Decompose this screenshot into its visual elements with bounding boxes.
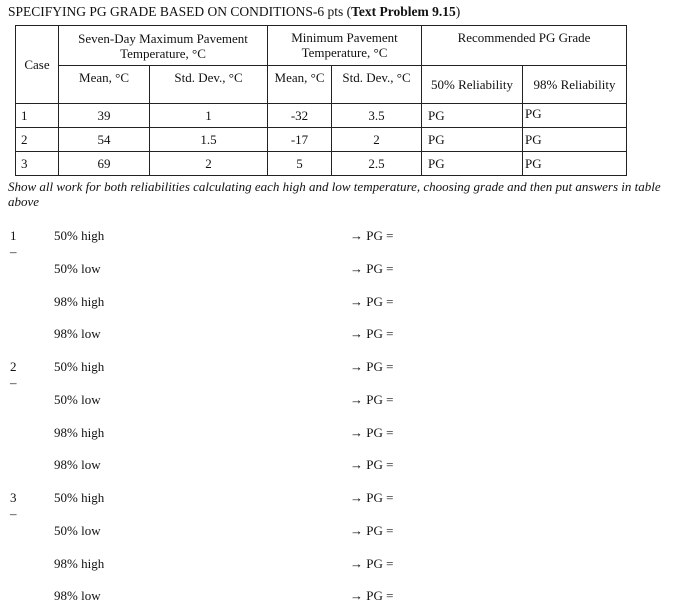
header-case: Case bbox=[16, 26, 59, 104]
page-title bbox=[8, 4, 460, 20]
table-row bbox=[16, 104, 627, 128]
instructions: Show all work for both reliabilities calculating each high and low temperature, choosing grade and then put answers in table above bbox=[8, 179, 661, 209]
header-max-mean: Mean, °C bbox=[59, 66, 150, 104]
min-std-cell: 2 bbox=[332, 128, 422, 152]
case-2-98-low-result[interactable]: → PG = bbox=[350, 457, 394, 472]
grade-50-cell[interactable]: PG bbox=[422, 128, 523, 152]
case-1-50-low-result[interactable]: → PG = bbox=[350, 261, 394, 276]
case-3-50-low-label: 50% low bbox=[54, 523, 101, 538]
min-mean-cell: -32 bbox=[268, 104, 332, 128]
table-row bbox=[16, 152, 627, 176]
header-recommended-grade: Recommended PG Grade bbox=[422, 26, 627, 66]
case-2-50-high-result[interactable]: → PG = bbox=[350, 359, 394, 374]
case-3-98-high-result[interactable]: → PG = bbox=[350, 556, 394, 571]
header-min-std: Std. Dev., °C bbox=[332, 66, 422, 104]
case-1-number: 1 – bbox=[10, 228, 17, 259]
case-2-50-low-label: 50% low bbox=[54, 392, 101, 407]
max-std-cell: 1.5 bbox=[150, 128, 268, 152]
case-3-98-high-label: 98% high bbox=[54, 556, 105, 571]
case-3-98-low-label: 98% low bbox=[54, 588, 101, 603]
grade-98-cell[interactable]: PG bbox=[523, 152, 627, 176]
min-mean-cell: 5 bbox=[268, 152, 332, 176]
case-2-98-high-result[interactable]: → PG = bbox=[350, 425, 394, 440]
grade-98-cell[interactable]: PG bbox=[523, 128, 627, 152]
case-cell: 3 bbox=[16, 152, 59, 176]
case-1-98-high-result[interactable]: → PG = bbox=[350, 294, 394, 309]
header-min-temp: Minimum Pavement Temperature, °C bbox=[268, 26, 422, 66]
case-3-50-low-result[interactable]: → PG = bbox=[350, 523, 394, 538]
header-max-std: Std. Dev., °C bbox=[150, 66, 268, 104]
case-1-50-high-label: 50% high bbox=[54, 228, 105, 243]
max-mean-cell: 69 bbox=[59, 152, 150, 176]
pg-grade-table bbox=[15, 25, 627, 176]
header-98-reliability: 98% Reliability bbox=[523, 66, 627, 104]
case-3-98-low-result[interactable]: → PG = bbox=[350, 588, 394, 603]
case-2-98-high-label: 98% high bbox=[54, 425, 105, 440]
table-row bbox=[16, 128, 627, 152]
grade-50-cell[interactable]: PG bbox=[422, 104, 523, 128]
case-3-number: 3 – bbox=[10, 490, 17, 521]
case-2-50-high-label: 50% high bbox=[54, 359, 105, 374]
case-2-number: 2 – bbox=[10, 359, 17, 390]
case-cell: 1 bbox=[16, 104, 59, 128]
max-mean-cell: 54 bbox=[59, 128, 150, 152]
case-1-50-high-result[interactable]: → PG = bbox=[350, 228, 394, 243]
header-50-reliability: 50% Reliability bbox=[422, 66, 523, 104]
title-problem-ref: Text Problem 9.15 bbox=[351, 4, 456, 19]
case-3-50-high-label: 50% high bbox=[54, 490, 105, 505]
max-std-cell: 1 bbox=[150, 104, 268, 128]
title-close-paren: ) bbox=[455, 4, 461, 19]
case-1-50-low-label: 50% low bbox=[54, 261, 101, 276]
case-1-98-low-label: 98% low bbox=[54, 326, 101, 341]
header-max-temp: Seven-Day Maximum Pavement Temperature, °C bbox=[59, 26, 268, 66]
header-min-mean: Mean, °C bbox=[268, 66, 332, 104]
case-cell: 2 bbox=[16, 128, 59, 152]
max-mean-cell: 39 bbox=[59, 104, 150, 128]
min-std-cell: 2.5 bbox=[332, 152, 422, 176]
grade-50-cell[interactable]: PG bbox=[422, 152, 523, 176]
case-2-98-low-label: 98% low bbox=[54, 457, 101, 472]
grade-98-cell[interactable]: PG bbox=[523, 104, 627, 128]
case-1-98-low-result[interactable]: → PG = bbox=[350, 326, 394, 341]
case-2-50-low-result[interactable]: → PG = bbox=[350, 392, 394, 407]
min-std-cell: 3.5 bbox=[332, 104, 422, 128]
min-mean-cell: -17 bbox=[268, 128, 332, 152]
case-1-98-high-label: 98% high bbox=[54, 294, 105, 309]
title-text: SPECIFYING PG GRADE BASED ON CONDITIONS-6 pts ( bbox=[8, 4, 352, 19]
case-3-50-high-result[interactable]: → PG = bbox=[350, 490, 394, 505]
max-std-cell: 2 bbox=[150, 152, 268, 176]
